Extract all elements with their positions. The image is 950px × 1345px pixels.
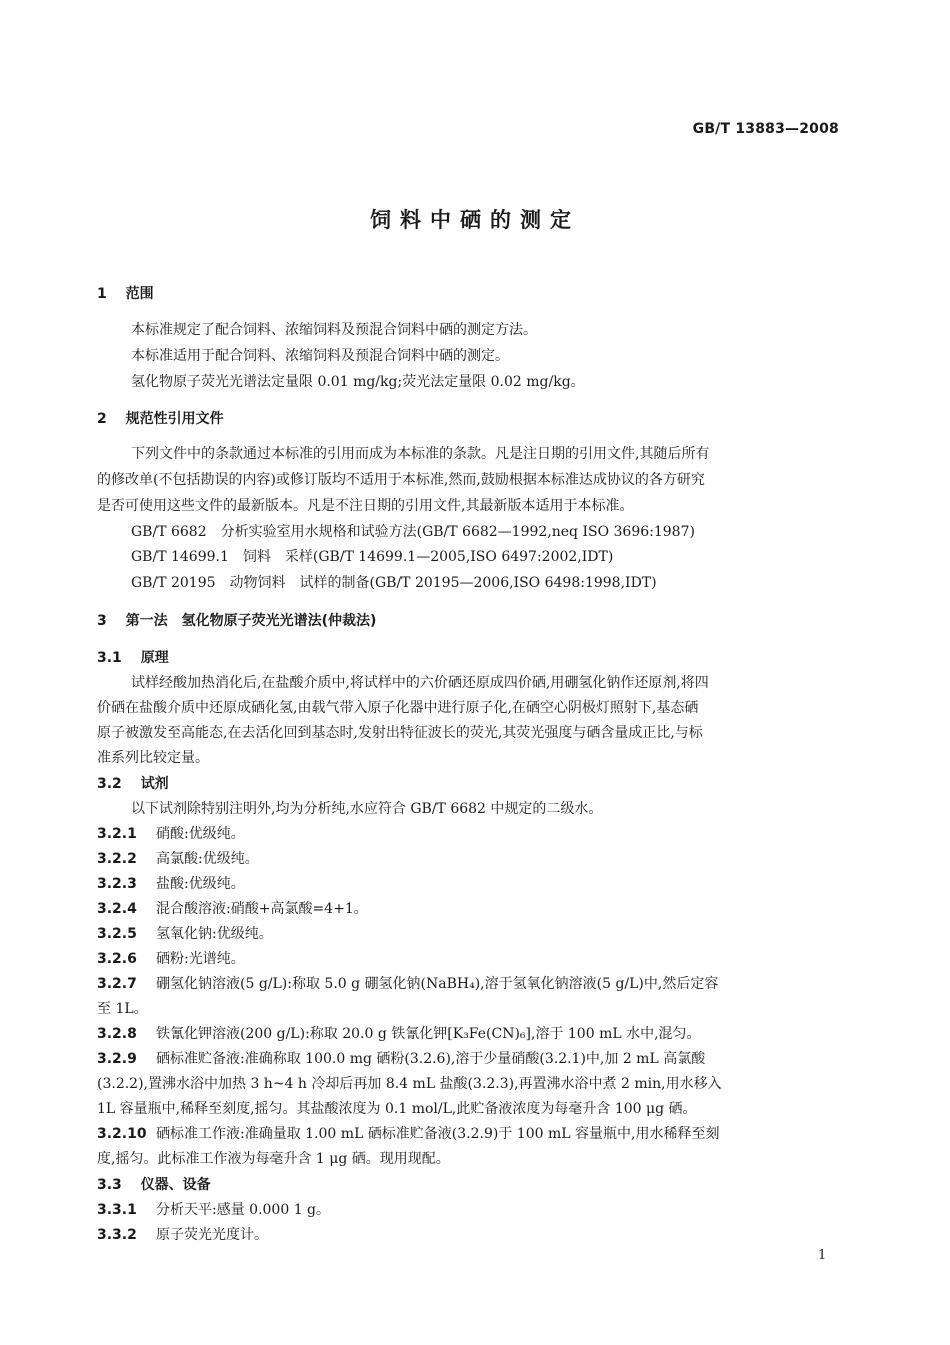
scope-line: 本标准规定了配合饲料、浓缩饲料及预混合饲料中硒的测定方法。: [131, 322, 537, 338]
reagent-number: 3.2.9: [97, 1051, 137, 1067]
reagent-item: [97, 873, 245, 893]
page-title: 饲料中硒的测定: [370, 208, 580, 232]
page-number: 1: [818, 1248, 827, 1263]
reagent-text: 硼氢化钠溶液(5 g/L):称取 5.0 g 硼氢化钠(NaBH₄),溶于氢氧化钠溶液(5 g/L)中,然后定容: [156, 976, 719, 992]
reference-item: GB/T 14699.1 饲料 采样(GB/T 14699.1—2005,ISO 6497:2002,IDT): [131, 549, 614, 565]
reference-item: GB/T 6682 分析实验室用水规格和试验方法(GB/T 6682—1992,neq ISO 3696:1987): [131, 524, 695, 540]
reagents-intro: 以下试剂除特别注明外,均为分析纯,水应符合 GB/T 6682 中规定的二级水。: [131, 801, 603, 817]
reagent-item: [97, 923, 273, 943]
scope-line: 本标准适用于配合饲料、浓缩饲料及预混合饲料中硒的测定。: [131, 348, 509, 364]
equipment-number: 3.3.1: [97, 1202, 137, 1218]
reagent-number: 3.2.10: [97, 1126, 147, 1142]
reagent-text: 硒标准贮备液:准确称取 100.0 mg 硒粉(3.2.6),溶于少量硝酸(3.2.1)中,加 2 mL 高氯酸: [156, 1051, 706, 1067]
standard-number: GB/T 13883—2008: [692, 121, 839, 137]
reagent-item: [97, 1023, 701, 1043]
reagent-text: 混合酸溶液:硝酸+高氯酸=4+1。: [156, 901, 368, 917]
reagent-text: 铁氰化钾溶液(200 g/L):称取 20.0 g 铁氰化钾[K₃Fe(CN)₆],溶于 100 mL 水中,混匀。: [156, 1026, 701, 1042]
subsection-3-3-heading: [97, 1174, 211, 1194]
reagent-item: [97, 1123, 719, 1143]
reagent-continuation: 至 1L。: [97, 1001, 148, 1017]
equipment-text: 分析天平:感量 0.000 1 g。: [156, 1202, 331, 1218]
section-title: 试剂: [140, 776, 169, 792]
reagent-text: 氢氧化钠:优级纯。: [156, 926, 273, 942]
section-number: 3.3: [97, 1177, 122, 1193]
section-title: 仪器、设备: [140, 1177, 211, 1193]
refs-intro-line: 是否可使用这些文件的最新版本。凡是不注日期的引用文件,其最新版本适用于本标准。: [97, 498, 634, 514]
subsection-3-2-heading: [97, 773, 169, 793]
reagent-item: [97, 848, 259, 868]
reagent-number: 3.2.8: [97, 1026, 137, 1042]
reagent-item: [97, 823, 245, 843]
section-number: 3: [97, 613, 107, 629]
reagent-number: 3.2.6: [97, 951, 137, 967]
subsection-3-1-heading: [97, 647, 169, 667]
equipment-item: [97, 1199, 330, 1219]
reagent-continuation: 1L 容量瓶中,稀释至刻度,摇匀。其盐酸浓度为 0.1 mol/L,此贮备液浓度为每毫升含 100 μg 硒。: [97, 1101, 697, 1117]
section-number: 3.1: [97, 650, 122, 666]
reagent-text: 盐酸:优级纯。: [156, 876, 245, 892]
principle-line: 价硒在盐酸介质中还原成硒化氢,由载气带入原子化器中进行原子化,在硒空心阴极灯照射下,基态硒: [97, 700, 699, 716]
section-title: 范围: [125, 286, 154, 302]
section-title: 规范性引用文件: [125, 411, 224, 427]
equipment-text: 原子荧光光度计。: [156, 1227, 268, 1243]
reagent-number: 3.2.2: [97, 851, 137, 867]
reagent-text: 硝酸:优级纯。: [156, 826, 245, 842]
reagent-number: 3.2.3: [97, 876, 137, 892]
refs-intro-line: 的修改单(不包括勘误的内容)或修订版均不适用于本标准,然而,鼓励根据本标准达成协议的各方研究: [97, 472, 705, 488]
section-title: 原理: [140, 650, 169, 666]
reagent-text: 硒粉:光谱纯。: [156, 951, 245, 967]
reagent-number: 3.2.5: [97, 926, 137, 942]
reagent-text: 硒标准工作液:准确量取 1.00 mL 硒标准贮备液(3.2.9)于 100 mL 容量瓶中,用水稀释至刻: [156, 1126, 720, 1142]
principle-line: 原子被激发至高能态,在去活化回到基态时,发射出特征波长的荧光,其荧光强度与硒含量成正比,与标: [97, 725, 703, 741]
reagent-number: 3.2.7: [97, 976, 137, 992]
principle-line: 准系列比较定量。: [97, 750, 209, 766]
reagent-number: 3.2.1: [97, 826, 137, 842]
reference-item: GB/T 20195 动物饲料 试样的制备(GB/T 20195—2006,ISO 6498:1998,IDT): [131, 575, 657, 591]
section-3-heading: [97, 610, 376, 630]
section-title: 第一法 氢化物原子荧光光谱法(仲裁法): [125, 613, 377, 629]
reagent-item: [97, 1048, 705, 1068]
reagent-text: 高氯酸:优级纯。: [156, 851, 259, 867]
reagent-item: [97, 973, 718, 993]
section-2-heading: [97, 408, 224, 428]
refs-intro-line: 下列文件中的条款通过本标准的引用而成为本标准的条款。凡是注日期的引用文件,其随后所有: [131, 446, 710, 462]
reagent-continuation: (3.2.2),置沸水浴中加热 3 h~4 h 冷却后再加 8.4 mL 盐酸(3.2.3),再置沸水浴中煮 2 min,用水移入: [97, 1076, 722, 1092]
reagent-item: [97, 898, 368, 918]
scope-line: 氢化物原子荧光光谱法定量限 0.01 mg/kg;荧光法定量限 0.02 mg/kg。: [131, 374, 585, 390]
equipment-item: [97, 1224, 268, 1244]
section-number: 2: [97, 411, 107, 427]
section-1-heading: [97, 283, 154, 303]
principle-line: 试样经酸加热消化后,在盐酸介质中,将试样中的六价硒还原成四价硒,用硼氢化钠作还原剂,将四: [131, 675, 709, 691]
equipment-number: 3.3.2: [97, 1227, 137, 1243]
section-number: 3.2: [97, 776, 122, 792]
section-number: 1: [97, 286, 107, 302]
reagent-continuation: 度,摇匀。此标准工作液为每毫升含 1 μg 硒。现用现配。: [97, 1151, 450, 1167]
reagent-item: [97, 948, 245, 968]
reagent-number: 3.2.4: [97, 901, 137, 917]
